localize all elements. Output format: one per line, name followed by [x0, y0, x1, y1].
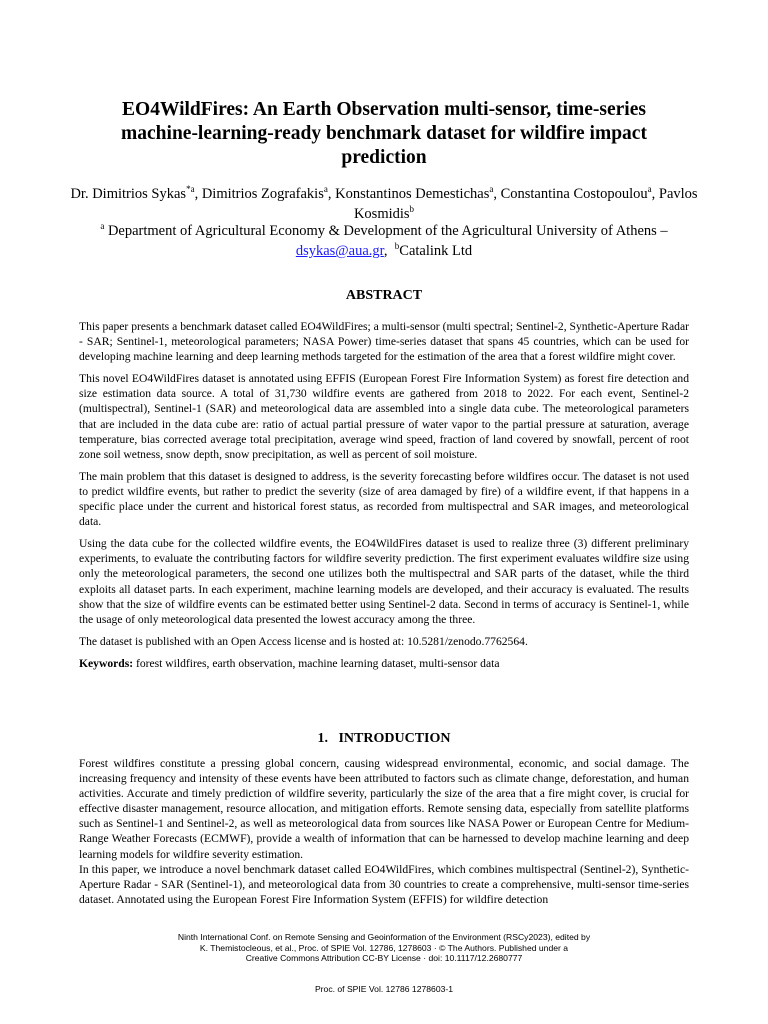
abstract-heading: ABSTRACT — [345, 288, 423, 303]
author-name: Konstantinos Demestichas — [335, 186, 490, 202]
keywords-text: forest wildfires, earth observation, machine learning dataset, multi-sensor data — [133, 656, 500, 670]
abstract-paragraph: The main problem that this dataset is designed to address, is the severity forecasting before wildfires occur. The dataset is not used to predict wildfire events, but rather to predict the severity (size of area damaged by fire) of a wildfire event, if that happens in a specific place under the current and historical forest status, as recorded from multispectral and SAR images, and meteorological data. — [79, 469, 689, 529]
keywords-label: Keywords: — [79, 656, 134, 670]
abstract-body — [79, 319, 689, 678]
abstract-paragraph: This paper presents a benchmark dataset called EO4WildFires; a multi-sensor (multi spectral; Sentinel-2, Synthetic-Aperture Radar - SAR; Sentinel-1, meteorological parameters; NASA Power) time-series dataset that spans 45 countries, which can be used for developing machine learning and deep learning methods targeted for the estimation of the area that a forest wildfire might cover. — [79, 320, 689, 364]
author-affil-marker: b — [409, 204, 415, 215]
footer-line: Ninth International Conf. on Remote Sensing and Geoinformation of the Environment (RSCy2023), edited by — [177, 932, 591, 942]
abstract-paragraph: This novel EO4WildFires dataset is annotated using EFFIS (European Forest Fire Information System) as forest fire detection and size estimation data source. A total of 31,730 wildfire events are gathered from 2018 to 2022. For each event, Sentinel-2 (multispectral), Sentinel-1 (SAR) and meteorological data are assembled into a single data cube. The meteorological parameters that are included in the data cube are: ratio of actual partial pressure of water vapor to the partial pressure at saturation, average temperature, bias corrected average total precipitation, average wind speed, fraction of land covered by snowfall, percent of root zone soil wetness, snow depth, snow precipitation, as well as percent of soil moisture. — [79, 372, 689, 461]
intro-paragraph: Forest wildfires constitute a pressing global concern, causing widespread environmental, economic, and social damage. The increasing frequency and intensity of these events have been attributed to factors such as climate change, deforestation, and human activities. Accurate and timely prediction of wildfire severity, particularly the size of the area that a fire might cover, is crucial for effective disaster management, resource allocation, and mitigation efforts. Remote sensing data, especially from satellite platforms such as Sentinel-1 and Sentinel-2, as well as meteorological data from sources like NASA Power or European Centre for Medium-Range Weather Forecasts (ECMWF), provide a wealth of information that can be harnessed to develop machine learning and deep learning models for wildfire severity estimation. — [79, 757, 689, 861]
author-affil-marker: a — [323, 184, 328, 195]
author-name: Dimitrios Zografakis — [201, 186, 324, 202]
introduction-body — [79, 756, 689, 907]
author-name: Dr. Dimitrios Sykas — [70, 186, 187, 202]
email-link[interactable]: dsykas@aua.gr — [295, 243, 384, 259]
introduction-heading: 1. INTRODUCTION — [317, 731, 451, 746]
author-affil-marker: *a — [186, 184, 195, 195]
affiliations — [70, 221, 698, 261]
conference-footer — [80, 932, 688, 964]
author-list: Dr. Dimitrios Sykas$^{*a}$, Dimitrios Zografakis$^a$, Konstantinos Demestichas$^a$, Constantina Costopoulou$^a$, Pavlos Kosmidis$^b$ — [70, 184, 698, 222]
intro-paragraph: In this paper, we introduce a novel benchmark dataset called EO4WildFires, which combines multispectral (Sentinel-2), Synthetic-Aperture Radar - SAR (Sentinel-1), and meteorological data from 30 countries to create a comprehensive, multi-sensor time-series dataset. Annotated using the European Forest Fire Information System (EFFIS) for wildfire detection — [79, 862, 689, 906]
footer-line: Creative Commons Attribution CC-BY License · doi: 10.1117/12.2680777 — [245, 953, 523, 963]
affil-text-b: Catalink Ltd — [399, 243, 473, 259]
paper-title: EO4WildFires: An Earth Observation multi-sensor, time-series machine-learning-ready benchmark dataset for wildfire impact prediction — [121, 99, 647, 168]
affil-marker-b: b — [394, 241, 400, 252]
affil-text-a: Department of Agricultural Economy & Development of the Agricultural University of Athens – — [104, 223, 668, 239]
affil-marker-a: a — [100, 221, 105, 232]
author-name: Pavlos Kosmidis — [353, 186, 698, 222]
author-affil-marker: a — [647, 184, 652, 195]
affil-separator: , — [383, 243, 392, 259]
keywords — [79, 656, 689, 671]
abstract-paragraph: Using the data cube for the collected wildfire events, the EO4WildFires dataset is used to realize three (3) different preliminary experiments, to evaluate the contributing factors for wildfire severity prediction. The first experiment evaluates wildfire size using only the meteorological parameters, the second one utilizes both the multispectral and SAR parts of the dataset, while the third exploits all dataset parts. In each experiment, machine learning models are developed, and their accuracy is evaluated. The results show that the size of wildfire events can be estimated better using Sentinel-2 data. Second in terms of accuracy is Sentinel-1, while the usage of only meteorological data presented the lowest accuracy among the three. — [79, 537, 689, 626]
page-number: Proc. of SPIE Vol. 12786 1278603-1 — [314, 984, 454, 994]
author-affil-marker: a — [489, 184, 494, 195]
abstract-paragraph: The dataset is published with an Open Access license and is hosted at: 10.5281/zenodo.7762564. — [79, 634, 528, 648]
author-name: Constantina Costopoulou — [500, 186, 648, 202]
footer-line: K. Themistocleous, et al., Proc. of SPIE Vol. 12786, 1278603 · © The Authors. Published under a — [199, 942, 569, 953]
